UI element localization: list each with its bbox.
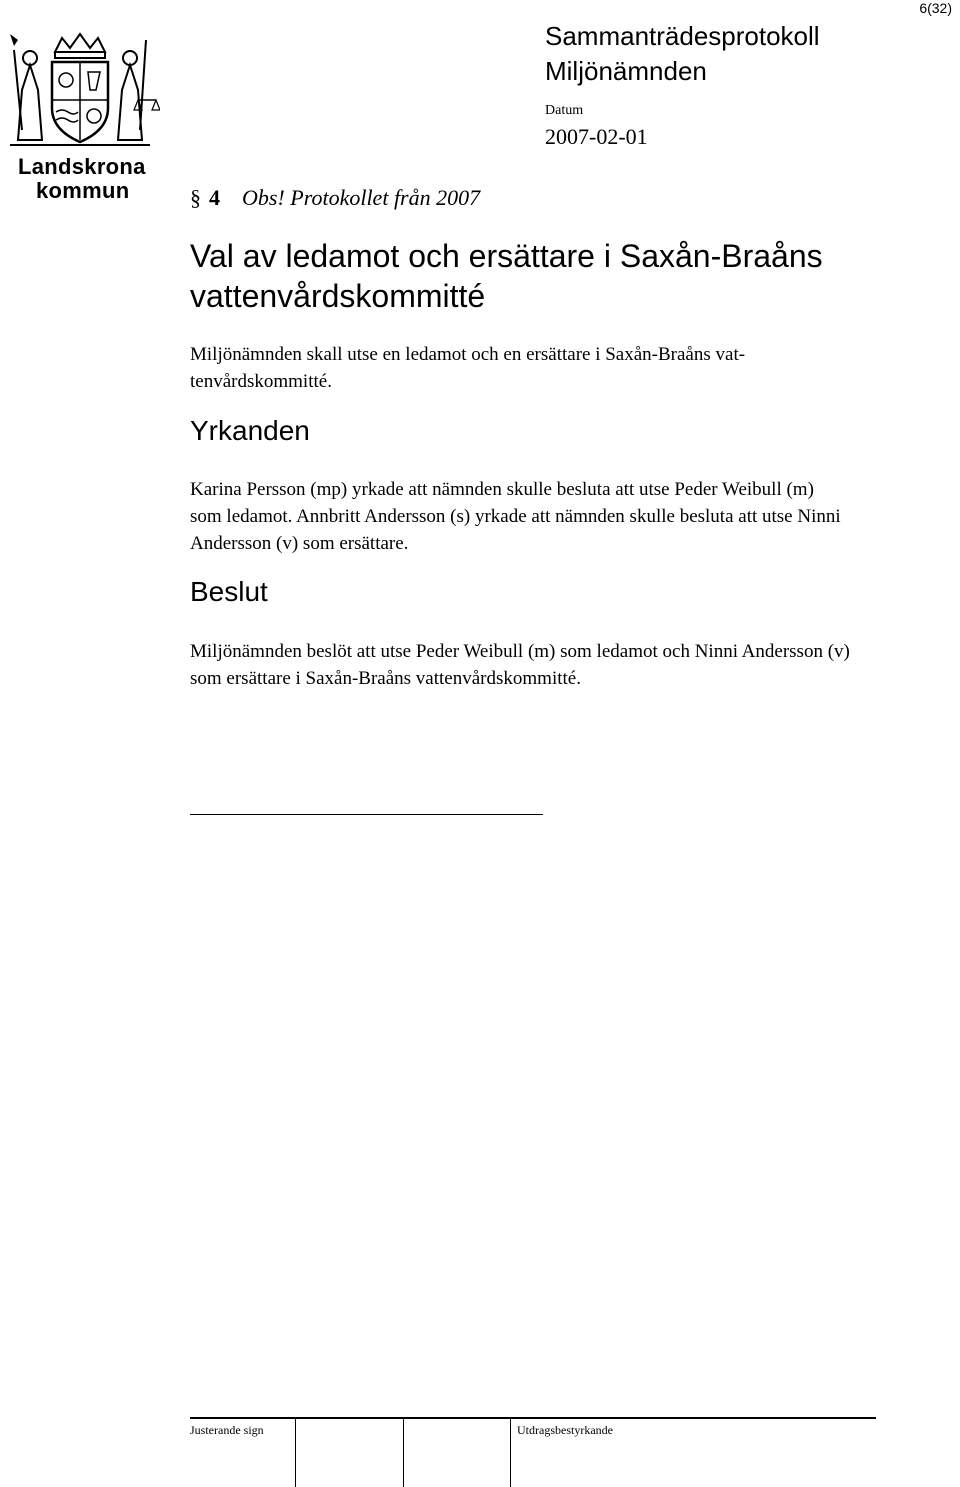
paragraph-note: Obs! Protokollet från 2007: [242, 185, 481, 210]
yrkanden-heading: Yrkanden: [190, 415, 310, 446]
logo-text-line1: Landskrona: [18, 154, 146, 179]
utdragsbestyrkande-label: Utdragsbestyrkande: [517, 1423, 613, 1437]
section-symbol: §: [190, 185, 201, 210]
justerande-sign-label: Justerande sign: [190, 1423, 264, 1437]
date-label: Datum: [545, 103, 584, 118]
footer-divider: [403, 1419, 404, 1487]
committee-name: Miljönämnden: [545, 56, 707, 86]
footer-divider: [510, 1419, 511, 1487]
page-number: 6(32): [919, 0, 952, 16]
paragraph-number: 4: [209, 185, 220, 210]
coat-of-arms-icon: [0, 30, 160, 155]
footer-divider: [295, 1419, 296, 1487]
page-title: Val av ledamot och ersättare i Saxån-Braåns vattenvårdskommitté: [190, 238, 823, 314]
date-value: 2007-02-01: [545, 124, 648, 149]
intro-text: Miljönämnden skall utse en ledamot och en ersättare i Saxån-Braåns vat-tenvårdskommitté.: [190, 344, 746, 392]
yrkanden-text: Karina Persson (mp) yrkade att nämnden skulle besluta att utse Peder Weibull (m) som ledamot. Annbritt Andersson (s) yrkade att nämnden skulle besluta att utse Ninni Andersson (v) som ersättare.: [190, 479, 841, 554]
document-type: Sammanträdesprotokoll: [545, 21, 820, 51]
beslut-heading: Beslut: [190, 576, 268, 607]
signature-line: [190, 814, 543, 815]
paragraph-header: [190, 185, 480, 211]
footer-rule: [190, 1417, 876, 1419]
logo-text-line2: kommun: [36, 178, 130, 203]
beslut-text: Miljönämnden beslöt att utse Peder Weibull (m) som ledamot och Ninni Andersson (v) som ersättare i Saxån-Braåns vattenvårdskommitté.: [190, 641, 850, 689]
